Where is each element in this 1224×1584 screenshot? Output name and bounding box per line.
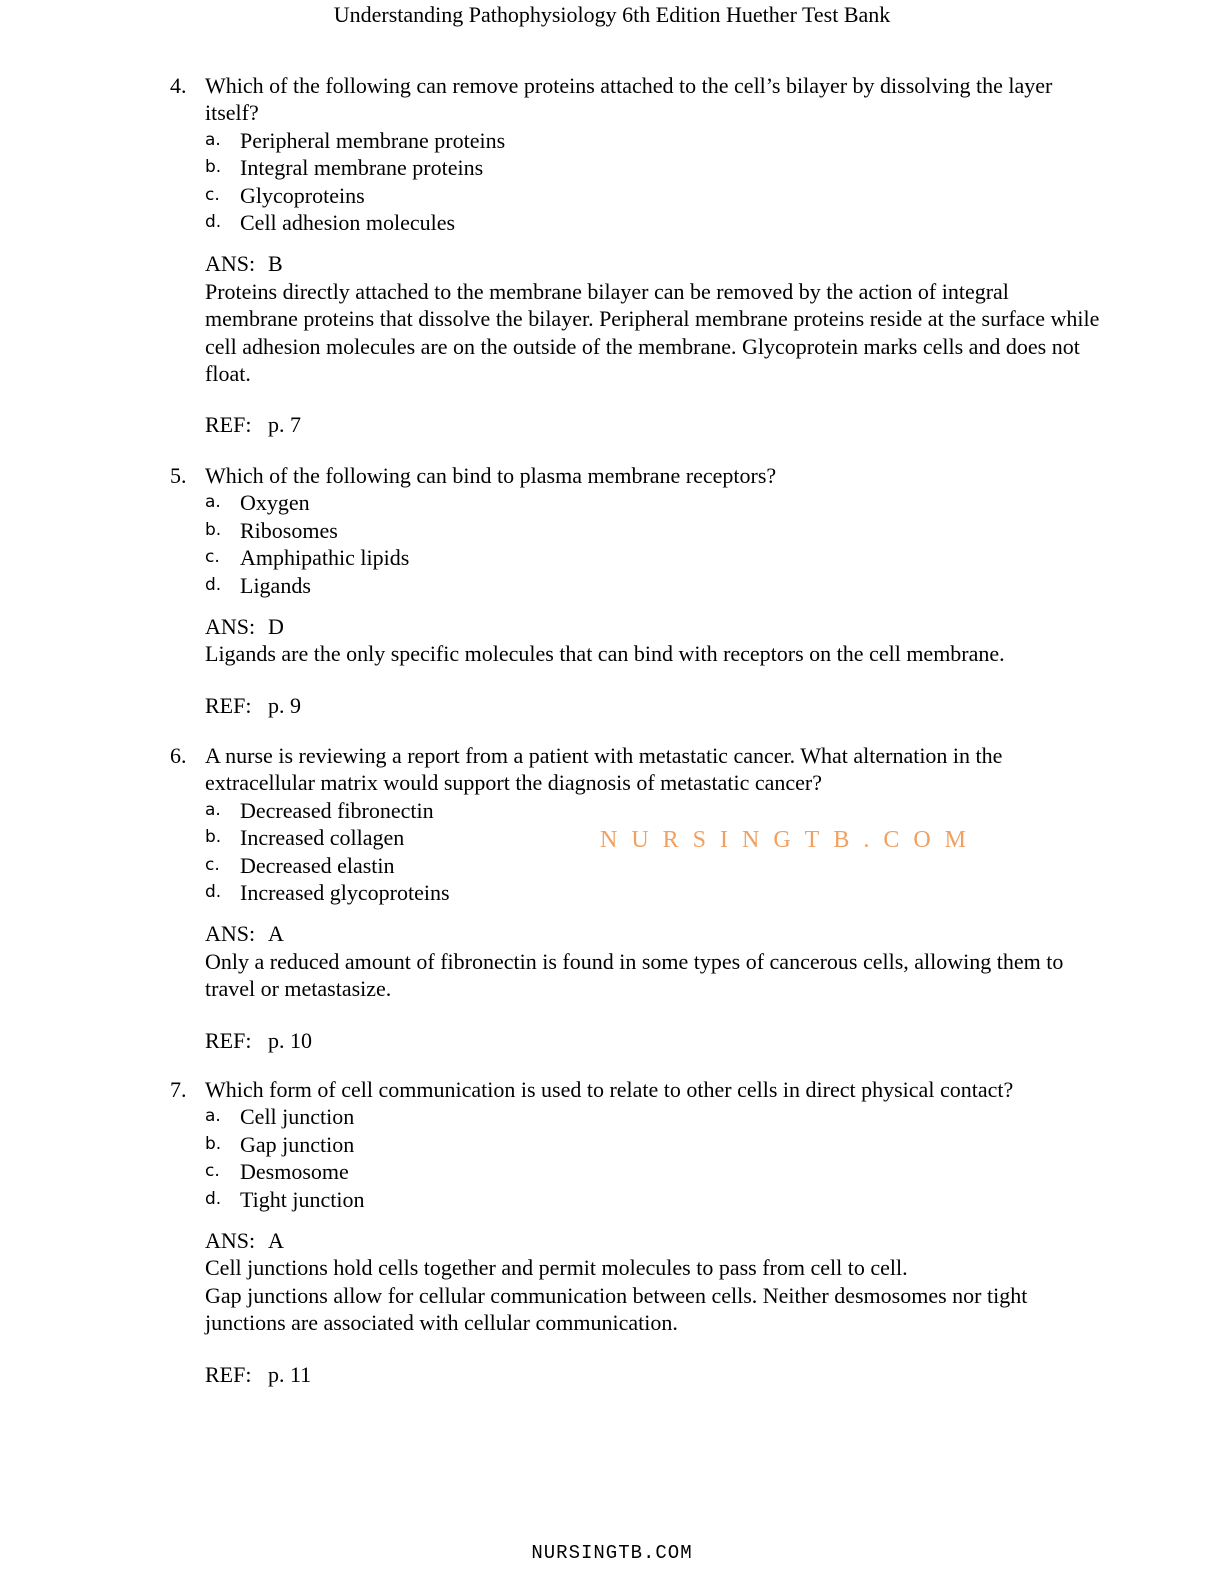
options-list bbox=[205, 1103, 1100, 1213]
answer-option bbox=[205, 797, 1100, 824]
question-number: 5. bbox=[170, 463, 187, 488]
question-line bbox=[170, 462, 1100, 489]
rationale-text: Only a reduced amount of fibronectin is found in some types of cancerous cells, allowing them to travel or metastasize. bbox=[205, 948, 1064, 1002]
option-text: Gap junction bbox=[240, 1131, 355, 1157]
option-letter: d. bbox=[205, 882, 222, 903]
options-list bbox=[205, 127, 1100, 237]
answer-value: D bbox=[268, 614, 284, 640]
question-text: A nurse is reviewing a report from a patient with metastatic cancer. What alternation in the extracellular matrix would support the diagnosis of metastatic cancer? bbox=[205, 743, 1003, 796]
reference-page: p. 7 bbox=[268, 412, 301, 438]
answer-option bbox=[205, 1158, 1100, 1185]
rationale-text: Ligands are the only specific molecules that can bind with receptors on the cell membrane. bbox=[205, 641, 1005, 667]
question-text: Which of the following can bind to plasma membrane receptors? bbox=[205, 463, 777, 488]
answer-option bbox=[205, 1186, 1100, 1213]
reference-line bbox=[205, 692, 1100, 719]
answer-option bbox=[205, 127, 1100, 154]
option-letter: b. bbox=[205, 1133, 222, 1154]
answer-value: A bbox=[268, 1228, 284, 1254]
option-letter: b. bbox=[205, 519, 222, 540]
answer-option bbox=[205, 544, 1100, 571]
question-block bbox=[170, 72, 1100, 439]
option-text: Decreased elastin bbox=[240, 852, 395, 878]
answer-option bbox=[205, 879, 1100, 906]
answer-label: ANS: bbox=[205, 614, 256, 640]
option-letter: b. bbox=[205, 827, 222, 848]
reference-line bbox=[205, 411, 1100, 438]
option-text: Desmosome bbox=[240, 1159, 349, 1185]
options-list bbox=[205, 489, 1100, 599]
option-letter: a. bbox=[205, 1106, 221, 1127]
reference-page: p. 10 bbox=[268, 1027, 312, 1053]
answer-option bbox=[205, 572, 1100, 599]
answer-value: B bbox=[268, 251, 283, 277]
question-text: Which of the following can remove proteins attached to the cell’s bilayer by dissolving the layer itself? bbox=[205, 73, 1053, 126]
question-block bbox=[170, 1076, 1100, 1388]
option-text: Cell junction bbox=[240, 1104, 355, 1130]
option-text: Increased glycoproteins bbox=[240, 880, 450, 906]
option-text: Increased collagen bbox=[240, 825, 405, 851]
reference-page: p. 9 bbox=[268, 692, 301, 718]
option-text: Decreased fibronectin bbox=[240, 797, 434, 823]
option-letter: d. bbox=[205, 212, 222, 233]
option-letter: a. bbox=[205, 799, 221, 820]
option-letter: c. bbox=[205, 184, 220, 205]
reference-label: REF: bbox=[205, 692, 252, 718]
answer-line bbox=[205, 920, 1100, 947]
option-text: Glycoproteins bbox=[240, 182, 365, 208]
option-letter: a. bbox=[205, 129, 221, 150]
reference-line bbox=[205, 1361, 1100, 1388]
answer-option bbox=[205, 852, 1100, 879]
reference-label: REF: bbox=[205, 1027, 252, 1053]
question-number: 6. bbox=[170, 743, 187, 768]
answer-label: ANS: bbox=[205, 251, 256, 277]
rationale-text: Proteins directly attached to the membrane bilayer can be removed by the action of integral membrane proteins that dissolve the bilayer. Peripheral membrane proteins reside at the surface while cell adhesion molecules are on the outside of the membrane. Glycoprotein marks cells and does not float. bbox=[205, 278, 1100, 387]
option-letter: d. bbox=[205, 574, 222, 595]
question-block bbox=[170, 462, 1100, 719]
question-block bbox=[170, 742, 1100, 1054]
rationale-text: Gap junctions allow for cellular communication between cells. Neither desmosomes nor tight junctions are associated with cellular communication. bbox=[205, 1282, 1028, 1336]
answer-line bbox=[205, 1227, 1100, 1254]
option-letter: d. bbox=[205, 1188, 222, 1209]
answer-option bbox=[205, 154, 1100, 181]
option-letter: c. bbox=[205, 854, 220, 875]
answer-line bbox=[205, 613, 1100, 640]
question-line bbox=[170, 1076, 1100, 1103]
answer-option bbox=[205, 1131, 1100, 1158]
answer-line bbox=[205, 250, 1100, 277]
option-text: Oxygen bbox=[240, 490, 310, 516]
option-letter: b. bbox=[205, 157, 222, 178]
reference-label: REF: bbox=[205, 1361, 252, 1387]
option-letter: c. bbox=[205, 547, 220, 568]
answer-option bbox=[205, 1103, 1100, 1130]
answer-option bbox=[205, 517, 1100, 544]
question-number: 7. bbox=[170, 1077, 187, 1102]
option-letter: a. bbox=[205, 492, 221, 513]
answer-option bbox=[205, 489, 1100, 516]
option-letter: c. bbox=[205, 1161, 220, 1182]
rationale-text: Cell junctions hold cells together and permit molecules to pass from cell to cell. bbox=[205, 1255, 908, 1281]
answer-label: ANS: bbox=[205, 1228, 256, 1254]
question-text: Which form of cell communication is used to relate to other cells in direct physical contact? bbox=[205, 1077, 1014, 1102]
page-footer: NURSINGTB.COM bbox=[531, 1542, 693, 1564]
reference-line bbox=[205, 1027, 1100, 1054]
question-line bbox=[170, 742, 1100, 797]
watermark: NURSINGTB.COM bbox=[600, 827, 981, 853]
option-text: Tight junction bbox=[240, 1186, 365, 1212]
question-line bbox=[170, 72, 1100, 127]
reference-page: p. 11 bbox=[268, 1361, 312, 1387]
reference-label: REF: bbox=[205, 412, 252, 438]
answer-value: A bbox=[268, 921, 284, 947]
answer-label: ANS: bbox=[205, 921, 256, 947]
question-number: 4. bbox=[170, 73, 187, 98]
answer-option bbox=[205, 182, 1100, 209]
option-text: Ribosomes bbox=[240, 517, 338, 543]
page-header: Understanding Pathophysiology 6th Edition Huether Test Bank bbox=[333, 2, 891, 27]
option-text: Peripheral membrane proteins bbox=[240, 127, 506, 153]
option-text: Ligands bbox=[240, 572, 311, 598]
answer-option bbox=[205, 209, 1100, 236]
option-text: Cell adhesion molecules bbox=[240, 210, 456, 236]
option-text: Amphipathic lipids bbox=[240, 545, 410, 571]
option-text: Integral membrane proteins bbox=[240, 155, 484, 181]
